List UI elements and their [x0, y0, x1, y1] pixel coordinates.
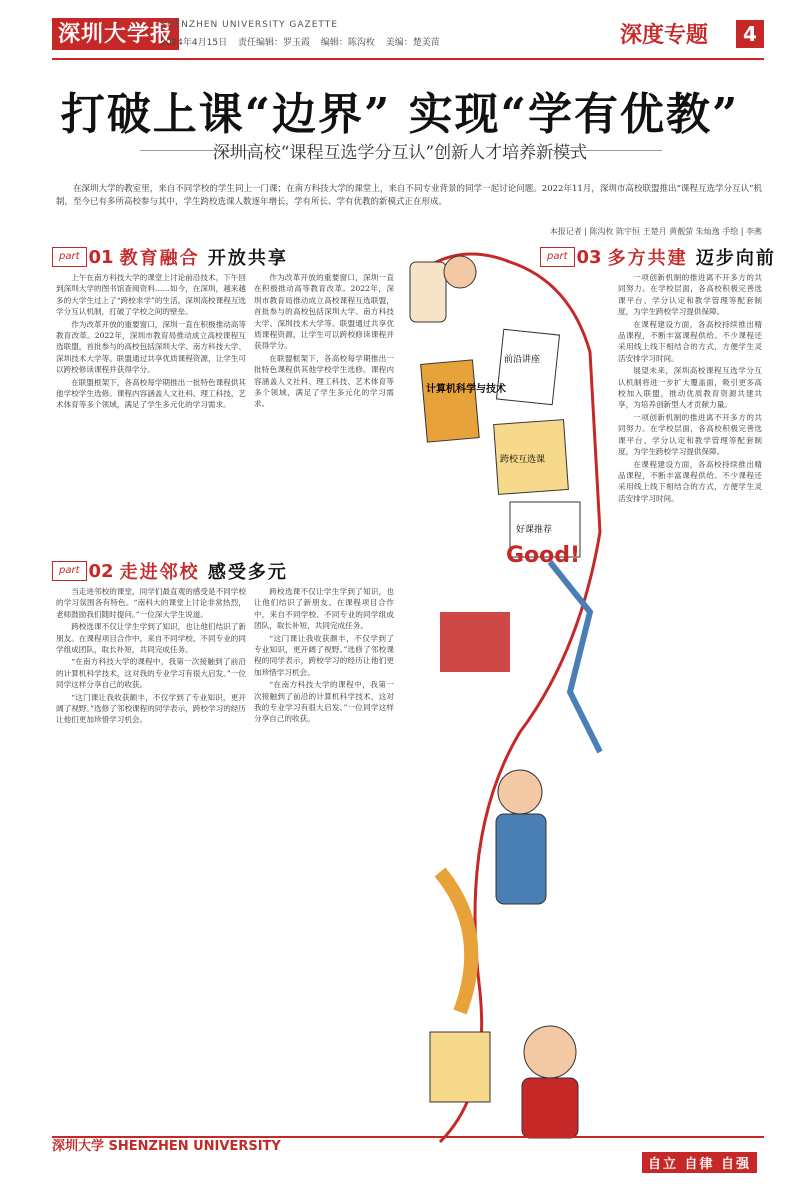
sign-panel-1: [421, 360, 480, 442]
panel-label-2: 前沿讲座: [504, 355, 541, 365]
panel-label-3: 跨校互选课: [500, 455, 546, 465]
student-body: [496, 814, 546, 904]
part-tag: part: [52, 247, 87, 267]
part-03-column: 一项创新机制的推进离不开多方的共同努力。在学校层面，各高校积极完善选课平台、学分认定和教学管理等配套制度，为学生跨校学习提供保障。 在课程建设方面，各高校持续推出精品课程，不断丰富课程供给。不少课程还采用线上线下相结合的方式，方便学生灵活安排学习时间。 展望未来，深圳高校课程互选学分互认机制将进一步扩大覆盖面，吸引更多高校加入联盟，推动优质教育资源共建共享，为培养创新型人才贡献力量。 一项创新机制的推进离不开多方的共同努力。在学校层面，各高校积极完善选课平台、学分认定和教学管理等配套制度，为学生跨校学习提供保障。 在课程建设方面，各高校持续推出精品课程，不断丰富课程供给。不少课程还采用线上线下相结合的方式，方便学生灵活安排学习时间。: [618, 273, 762, 503]
issue-date: 2024年4月15日: [160, 38, 228, 48]
headline: 打破上课“边界” 实现“学有优教”: [60, 89, 740, 140]
ribbon: [550, 562, 600, 752]
part-01-column-2: 作为改革开放的重要窗口，深圳一直在积极推动高等教育改革。2022年，深圳市教育局推动成立高校课程互选联盟，首批参与的高校包括深圳大学、南方科技大学、深圳技术大学等。联盟通过共享优质课程资源，让学生可以跨校修读课程并获得学分。 在联盟框架下，各高校每学期推出一批特色课程供其他学校学生选修。课程内容涵盖人文社科、理工科技、艺术体育等多个领域，满足了学生多元化的学习需求。: [254, 273, 394, 409]
hand-drawn-illustration: [400, 232, 610, 1152]
part-01-header: [52, 244, 288, 269]
ribbon-2: [440, 872, 471, 1012]
part-title: 走进邻校 感受多元: [119, 562, 288, 583]
book-icon: [430, 1032, 490, 1102]
subheadline: 深圳高校“课程互选学分互认”创新人才培养新模式: [212, 143, 588, 163]
subheadline-rule-right: [552, 150, 662, 151]
lead-paragraph: 在深圳大学的教室里，来自不同学校的学生同上一门课；在南方科技大学的课堂上，来自不同专业背景的同学一起讨论问题。2022年11月，深圳市高校联盟推出“课程互选学分互认”机制，至今已有多所高校参与其中，学生跨校选课人数逐年增长，学有所长、学有优教的新模式正在形成。: [56, 184, 762, 207]
part-tag: part: [540, 247, 575, 267]
student-body-2: [522, 1078, 578, 1138]
footer-motto: 自立 自律 自强: [642, 1152, 757, 1173]
part-number: 01: [88, 246, 114, 268]
red-flag: [440, 612, 510, 672]
part-02-header: [52, 558, 288, 583]
masthead-rule: [52, 58, 764, 60]
part-title: 多方共建 迈步向前: [607, 248, 776, 269]
byline: 本报记者 | 陈沟枚 陈宇恒 王楚月 黄靓萤 朱灿逸 手绘 | 李燕: [549, 227, 762, 236]
gazette-name: SHENZHEN UNIVERSITY GAZETTE: [160, 20, 338, 30]
issue-editor2: 编辑：陈沟枚: [320, 38, 375, 48]
section-title: 深度专题: [620, 23, 709, 48]
panel-label-4: 好课推荐: [516, 525, 553, 535]
masthead: [0, 0, 800, 62]
part-02-column-2: 跨校选课不仅让学生学到了知识，也让他们结识了新朋友。在课程项目合作中，来自不同学校、不同专业的同学组成团队，取长补短，共同完成任务。 “这门课让我收获颇丰，不仅学到了专业知识，更开阔了视野。”选修了邻校课程的同学表示，跨校学习的经历让他们更加珍惜学习机会。 “在南方科技大学的课程中，我第一次接触到了前沿的计算机科学技术，这对我的专业学习有很大启发。”一位同学这样分享自己的收获。: [254, 587, 394, 724]
issue-editor: 责任编辑：罗玉霞: [237, 38, 310, 48]
part-number: 03: [576, 246, 602, 268]
good-text: Good!: [506, 543, 581, 568]
student-face-icon: [444, 256, 476, 288]
illustration-svg: [400, 232, 610, 1152]
student-figure-icon: [498, 770, 542, 814]
footer-rule: [52, 1136, 764, 1138]
issue-info: [160, 35, 448, 48]
page-number: 4: [736, 20, 764, 48]
newspaper-logo: 深圳大学报: [52, 18, 179, 50]
student-figure-icon-2: [524, 1026, 576, 1078]
part-01-column-1: 上午在南方科技大学的课堂上讨论前沿技术，下午回到深圳大学的图书馆查阅资料……如今，在深圳，越来越多的大学生过上了“跨校求学”的生活。深圳高校课程互选学分互认机制，打破了学校之间的壁垒。 作为改革开放的重要窗口，深圳一直在积极推动高等教育改革。2022年，深圳市教育局推动成立高校课程互选联盟，首批参与的高校包括深圳大学、南方科技大学、深圳技术大学等。联盟通过共享优质课程资源，让学生可以跨校修读课程并获得学分。 在联盟框架下，各高校每学期推出一批特色课程供其他学校学生选修。课程内容涵盖人文社科、理工科技、艺术体育等多个领域，满足了学生多元化的学习需求。: [56, 273, 246, 410]
part-number: 02: [88, 560, 114, 582]
part-tag: part: [52, 561, 87, 581]
panel-label-1: 计算机科学与技术: [426, 384, 506, 395]
part-02-column-1: 当走进邻校的课堂，同学们最直观的感受是不同学校的学习氛围各有特色。“南科大的课堂上讨论非常热烈，老师鼓励我们随时提问。”一位深大学生说道。 跨校选课不仅让学生学到了知识，也让他们结识了新朋友。在课程项目合作中，来自不同学校、不同专业的同学组成团队，取长补短，共同完成任务。 “在南方科技大学的课程中，我第一次接触到了前沿的计算机科学技术，这对我的专业学习有很大启发。”一位同学这样分享自己的收获。 “这门课让我收获颇丰，不仅学到了专业知识，更开阔了视野。”选修了邻校课程的同学表示，跨校学习的经历让他们更加珍惜学习机会。: [56, 587, 246, 725]
footer-logo: 深圳大学 SHENZHEN UNIVERSITY: [52, 1139, 281, 1154]
issue-designer: 美编：楚美苗: [385, 38, 440, 48]
building-icon: [410, 262, 446, 322]
part-title: 教育融合 开放共享: [119, 248, 288, 269]
